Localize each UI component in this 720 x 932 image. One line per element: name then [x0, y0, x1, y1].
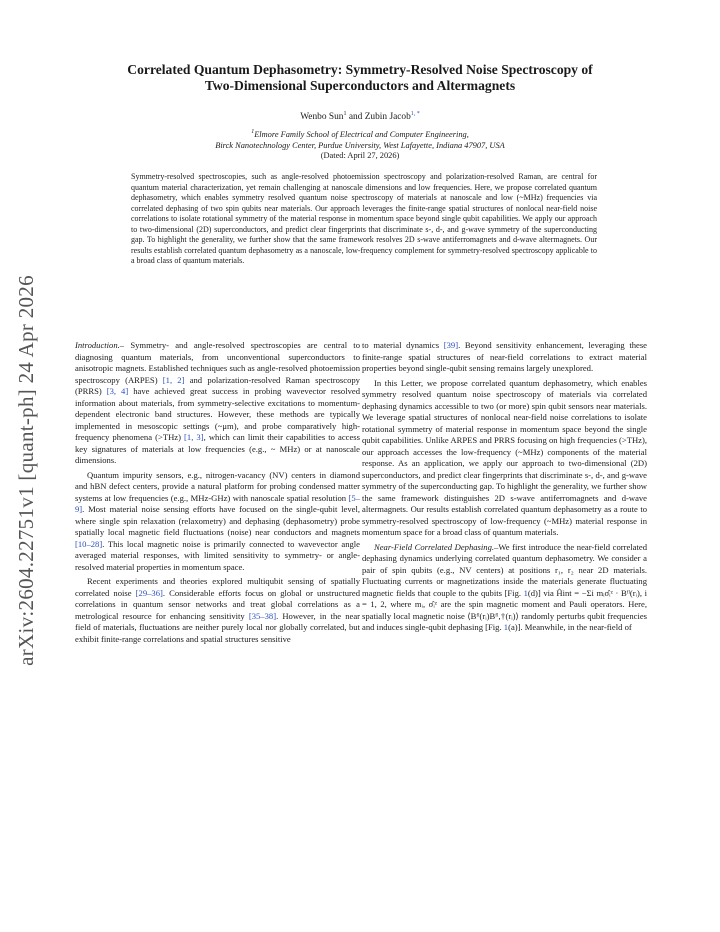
paper-title	[80, 62, 640, 94]
author-list	[80, 111, 640, 122]
author-1-affil-mark: 1	[343, 111, 347, 117]
citation-link[interactable]: [3, 4]	[106, 386, 129, 396]
body-paragraph: In this Letter, we propose correlated quantum dephasometry, which enables symmetry resolved quantum noise spectroscopy of materials via correlated dephasing dynamics accessible to two (or more) spin qubit sensors near materials. We leverage spatial structures of nonlocal near-field noise correlations to isolate rotational symmetry of material response in momentum space beyond the single qubit capabilities. Unlike ARPES and PRRS focusing on high frequencies (>THz), our approach accesses the low-frequency (~MHz) components of the material response. As an application, we apply our approach to two-dimensional (2D) superconductors, and predict clear fingerprints that discriminate s-, d-, and g-wave symmetry of the superconducting gap. To highlight the generality, we further show the same framework distinguishes 2D s-wave antiferromagnets and d-wave altermagnets. Our results establish correlated quantum dephasometry as a route to symmetry-resolved spectroscopy of low-frequency (~MHz) material response in momentum space for a broad class of quantum materials.	[362, 377, 647, 537]
left-column	[75, 340, 360, 645]
affiliation	[80, 127, 640, 151]
figure-link[interactable]: 1	[503, 622, 509, 632]
intro-runin-heading: Introduction.–	[75, 340, 125, 350]
citation-link[interactable]: [35–38]	[248, 610, 277, 621]
author-1: Wenbo Sun	[300, 112, 344, 123]
affiliation-line-1: Elmore Family School of Electrical and Computer Engineering,	[254, 129, 469, 139]
figure-link[interactable]: 1	[523, 587, 528, 598]
section-paragraph: Near-Field Correlated Dephasing.–We first introduce the near-field correlated dephasing dynamics underlying correlated quantum dephasometry. We consider a pair of spin qubits (e.g., NV centers) at positions r₁, r₂ near 2D materials. Fluctuating currents or magnetizations inside the materials generate fluctuating magnetic fields that couple to the qubits [Fig. 1(d)] via Ĥint = −Σi mᵢσ̂ᵢᶻ · Bᶠˡ(rᵢ), i = 1, 2, where mᵢ, σ̂ᵢᶻ are the spin magnetic moment and Pauli operators. Here, spatially local magnetic noise ⟨Bᶠˡ(rᵢ)Bᶠˡ,†(rᵢ)⟩ randomly perturbs qubit frequencies and induces single-qubit dephasing [Fig. 1(a)]. Meanwhile, in the near-field of	[362, 541, 647, 632]
intro-paragraph: Introduction.– Symmetry- and angle-resolved spectroscopies are central to diagnosing quantum materials, from unconventional superconductors to anisotropic magnets. Established techniques such as angle-resolved photoemission spectroscopy (ARPES) [1, 2] and polarization-resolved Raman spectroscopy (PRRS) [3, 4] have achieved great success in probing wavevector resolved information about materials, from symmetry-selective excitations to momentum-dependent electronic band structures. However, these methods are typically implemented in mesoscopic settings (~μm), and probe comparatively high-frequency phenomena (>THz) [1, 3], which can limit their capabilities to access key signatures of materials at low frequencies (e.g., ~ MHz) or at nanoscale dimensions.	[75, 340, 360, 465]
author-2-affil-mark[interactable]: 1, *	[410, 111, 420, 117]
body-paragraph: to material dynamics [39]. Beyond sensitivity enhancement, leveraging these finite-range spatial structures of near-field correlations to extract material properties beyond single-qubit sensing remains largely unexplored.	[362, 340, 647, 373]
abstract: Symmetry-resolved spectroscopies, such as angle-resolved photoemission spectroscopy and polarization-resolved Raman, are central for quantum material characterization, yet remain challenging at nanoscale dimensions and low frequencies. Here, we propose correlated quantum dephasometry, which enables symmetry resolved quantum noise spectroscopy of materials at nanoscale and low (~MHz) frequencies via correlated dephasing of two spin qubits near materials. Our approach leverages the finite-range spatial structures of nonlocal near-field noise correlations to isolate rotational symmetry of the material response in momentum space beyond single qubit capabilities. We apply our approach to two-dimensional (2D) superconductors, and predict clear fingerprints that discriminate s-, d-, and g-wave symmetry of the superconducting gap. To highlight the generality, we further show that the same framework resolves 2D s-wave antiferromagnets and d-wave altermagnets. Our results establish correlated quantum dephasometry as a nanoscale, low-frequency complement for symmetry-resolved spectroscopy applicable to a broad class of quantum materials.	[131, 172, 597, 266]
right-column	[362, 340, 647, 634]
citation-link[interactable]: [5–9]	[75, 492, 360, 514]
author-conjunction: and	[346, 112, 365, 123]
section-runin-heading: Near-Field Correlated Dephasing.–	[374, 541, 499, 552]
citation-link[interactable]: [1, 2]	[162, 374, 185, 385]
citation-link[interactable]: [39]	[443, 340, 459, 350]
arxiv-stamp-text: arXiv:2604.22751v1 [quant-ph] 24 Apr 2026	[13, 274, 38, 666]
body-paragraph: Quantum impurity sensors, e.g., nitrogen-vacancy (NV) centers in diamond and hBN defect centers, provide a natural platform for probing condensed matter systems at low frequencies (e.g., MHz-GHz) with nanoscale spatial resolution [5–9]. Most material noise sensing efforts have focused on the single-qubit level, where single spin relaxation (relaxometry) and dephasing (dephasometry) probe spatially local magnetic field fluctuations (noise) near conductors and magnets [10–28]. This local magnetic noise is primarily connected to wavevector angle averaged material responses, with limited sensitivity to symmetry- or angle-resolved material properties in momentum space.	[75, 469, 360, 572]
citation-link[interactable]: [29–36]	[135, 587, 163, 598]
date-line: (Dated: April 27, 2026)	[320, 151, 400, 160]
author-2: Zubin Jacob	[364, 112, 411, 123]
arxiv-stamp	[8, 250, 44, 690]
title-line-1: Correlated Quantum Dephasometry: Symmetry-Resolved Noise Spectroscopy of	[127, 62, 593, 77]
affiliation-mark: 1	[251, 129, 255, 135]
affiliation-line-2: Birck Nanotechnology Center, Purdue University, West Lafayette, Indiana 47907, USA	[215, 140, 505, 150]
title-line-2: Two-Dimensional Superconductors and Altermagnets	[204, 78, 516, 93]
citation-link[interactable]: [10–28]	[75, 538, 103, 549]
body-paragraph: Recent experiments and theories explored multiqubit sensing of spatially correlated noise [29–36]. Considerable efforts focus on global or unstructured correlations in quantum sensor networks and treat global correlations as a metrological resource for enhancing sensitivity [35–38]. However, in the near field of materials, fluctuations are neither purely local nor globally correlated, but exhibit finite-range correlations and spatial structures sensitive	[75, 576, 360, 644]
citation-link[interactable]: [1, 3]	[184, 432, 204, 442]
